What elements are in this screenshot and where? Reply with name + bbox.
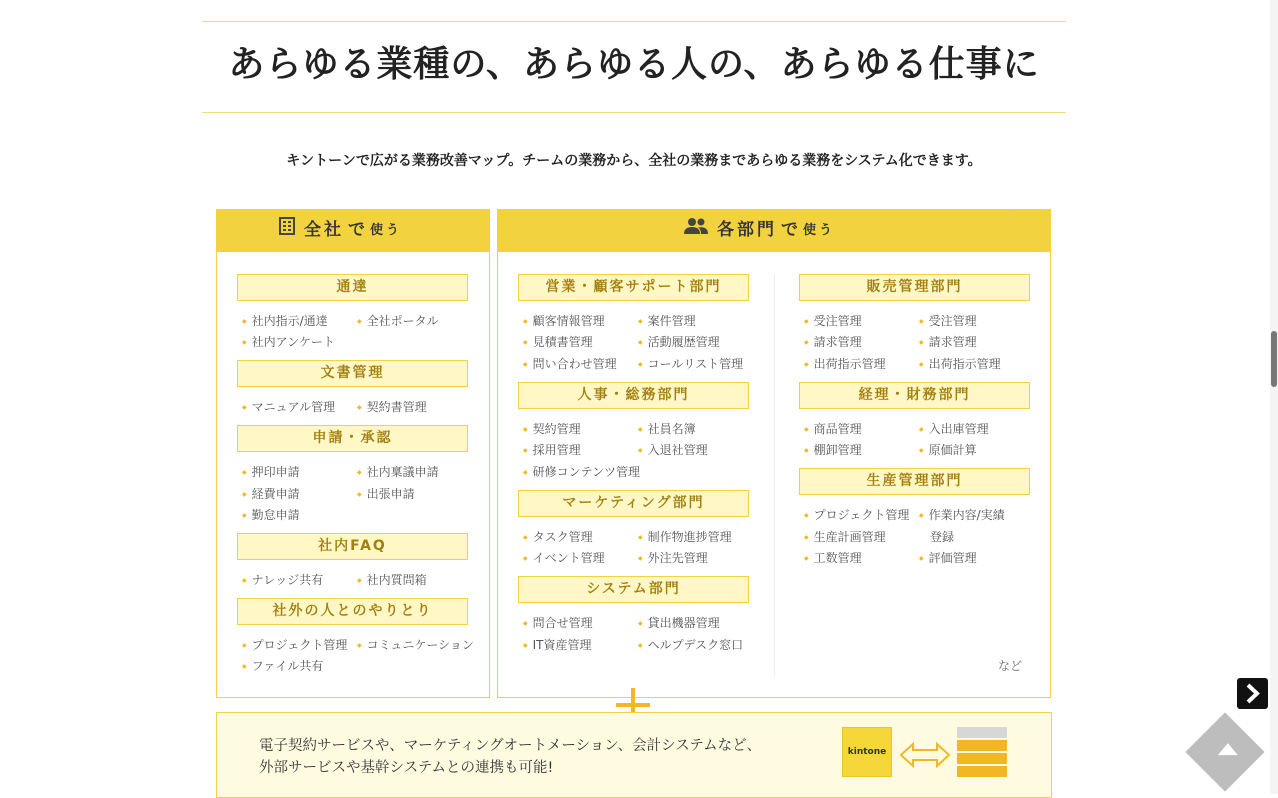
list-item: ◆ 請求管理 [804,333,862,350]
kintone-label: kintone [847,747,887,757]
section-header: システム部門 [518,576,749,603]
building-icon [278,209,296,252]
list-item: ◆ マニュアル管理 [242,398,335,415]
company-tab [216,209,490,252]
list-item: ◆ 生産計画管理 [804,528,886,545]
list-item: ◆ 受注管理 [804,312,862,329]
chevron-right-icon [1237,678,1268,709]
list-item: ◆ 入出庫管理 [919,420,989,437]
list-item: ◆ 出荷指示管理 [804,355,886,372]
list-item: ◆ ナレッジ共有 [242,571,323,588]
section-header: 営業・顧客サポート部門 [518,274,749,301]
section-header: マーケティング部門 [518,490,749,517]
integration-line2: 外部サービスや基幹システムとの連携も可能! [259,760,554,776]
list-item: ◆ 貸出機器管理 [638,614,720,631]
scrollbar-track[interactable] [1270,0,1278,794]
scroll-top-button[interactable] [1185,712,1264,791]
dept-tab-suffix2: 使う [803,223,836,238]
hero-bottom-rule [202,112,1066,113]
list-item-continued: 登録 [930,530,955,544]
section-header: 生産管理部門 [799,468,1030,495]
list-item: ◆ 勤怠申請 [242,506,300,523]
section-header: 販売管理部門 [799,274,1030,301]
dept-tab-label: 各部門 [717,220,777,240]
list-item: ◆ 経費申請 [242,485,300,502]
scrollbar-thumb[interactable] [1271,331,1277,387]
section-header: 文書管理 [237,360,468,387]
list-item: ◆ 社内質問箱 [357,571,427,588]
list-item: ◆ プロジェクト管理 [242,636,347,653]
list-item: ◆ タスク管理 [523,528,593,545]
double-arrow-icon [899,741,951,769]
section-header: 申請・承認 [237,425,468,452]
section-header: 経理・財務部門 [799,382,1030,409]
company-tab-suffix2: 使う [370,223,403,238]
list-item: ◆ 原価計算 [919,441,977,458]
list-item: ◆ イベント管理 [523,549,605,566]
hero-title: あらゆる業種の、あらゆる人の、あらゆる仕事に [228,44,1040,85]
list-item: ◆ 契約管理 [523,420,581,437]
list-item: ◆ 入退社管理 [638,441,708,458]
section-header: 通達 [237,274,468,301]
list-item: ◆ 出荷指示管理 [919,355,1001,372]
integration-line1: 電子契約サービスや、マーケティングオートメーション、会計システムなど、 [259,738,762,754]
list-item: ◆ 社員名簿 [638,420,696,437]
company-tab-label: 全社 [304,220,344,240]
list-item: ◆ 棚卸管理 [804,441,862,458]
list-item: ◆ 制作物進捗管理 [638,528,732,545]
company-tab-suffix1: で [348,220,368,240]
list-item: ◆ 出張申請 [357,485,415,502]
list-item: ◆ 工数管理 [804,549,862,566]
lead-text: キントーンで広がる業務改善マップ。チームの業務から、全社の業務まであらゆる業務をシステム化できます。 [286,153,982,169]
dept-divider [774,274,775,676]
kintone-logo-icon [842,727,892,777]
list-item: ◆ 問い合わせ管理 [523,355,617,372]
people-icon [683,209,709,252]
list-item: ◆ 社内稟議申請 [357,463,439,480]
list-item: ◆ 押印申請 [242,463,300,480]
list-item: ◆ 案件管理 [638,312,696,329]
list-item: ◆ 外注先管理 [638,549,708,566]
list-item: ◆ プロジェクト管理 [804,506,909,523]
dept-tab [497,209,1051,252]
list-item: ◆ ヘルプデスク窓口 [638,636,743,653]
list-item: ◆ 見積書管理 [523,333,593,350]
list-item: ◆ 評価管理 [919,549,977,566]
list-item: ◆ 研修コンテンツ管理 [523,463,640,480]
section-header: 社内FAQ [237,533,468,560]
list-item: ◆ 問合せ管理 [523,614,593,631]
next-button[interactable] [1237,678,1268,709]
list-item: ◆ 活動履歴管理 [638,333,720,350]
list-item: ◆ 作業内容/実績 [919,506,1005,523]
list-item: ◆ IT資産管理 [523,636,592,653]
section-header: 人事・総務部門 [518,382,749,409]
list-item: ◆ コミュニケーション [357,636,474,653]
list-item: ◆ 採用管理 [523,441,581,458]
database-icon [957,727,1007,779]
list-item: ◆ 社内アンケート [242,333,335,350]
section-header: 社外の人とのやりとり [237,598,468,625]
list-item: ◆ ファイル共有 [242,657,323,674]
list-item: ◆ 顧客情報管理 [523,312,605,329]
list-item: ◆ 受注管理 [919,312,977,329]
top-rule [202,21,1066,22]
dept-tab-suffix1: で [781,220,801,240]
list-item: ◆ 社内指示/通達 [242,312,328,329]
list-item: ◆ 全社ポータル [357,312,439,329]
list-item: ◆ 商品管理 [804,420,862,437]
list-item: ◆ 請求管理 [919,333,977,350]
etc-note: など [998,659,1023,673]
integration-text [259,735,761,779]
list-item: ◆ コールリスト管理 [638,355,743,372]
list-item: ◆ 契約書管理 [357,398,427,415]
